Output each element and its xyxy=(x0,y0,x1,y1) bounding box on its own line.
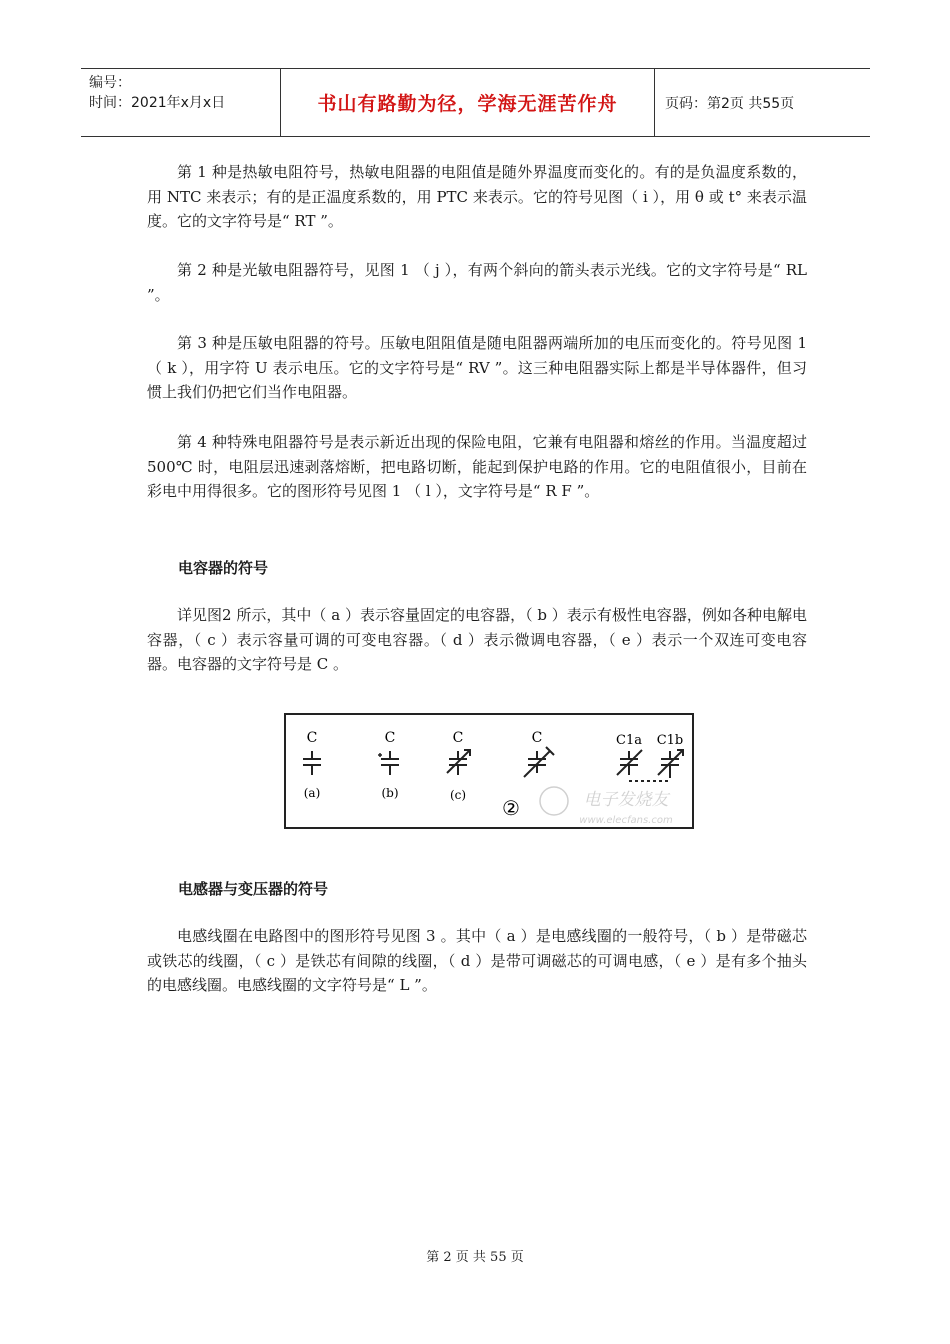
label-c-d: C xyxy=(531,730,543,746)
paragraph-thermistor: 第 1 种是热敏电阻符号，热敏电阻器的电阻值是随外界温度而变化的。有的是负温度系数的，用 NTC 来表示；有的是正温度系数的，用 PTC 来表示。它的符号见图（ i ），用 θ 或 t° 来表示温度。它的文字符号是“ RT ”。 xyxy=(147,163,807,230)
label-c1b: C1b xyxy=(656,733,684,748)
label-c-a: C xyxy=(306,730,318,746)
watermark-brand: 电子发烧友 xyxy=(583,790,669,810)
paragraph-capacitor: 详见图2 所示，其中（ a ）表示容量固定的电容器，（ b ）表示有极性电容器，例如各种电解电容器，（ c ）表示容量可调的可变电容器。（ d ）表示微调电容器，（ e ）表示一个双连可变电容器。电容器的文字符号是 C 。 xyxy=(147,606,807,673)
time-label: 时间：2021年x月x日 xyxy=(89,95,226,111)
paragraph-fuse-resistor: 第 4 种特殊电阻器符号是表示新近出现的保险电阻，它兼有电阻器和熔丝的作用。当温度超过 500℃ 时，电阻层迅速剥落熔断，把电路切断，能起到保护电路的作用。它的电阻值很小，目前在彩电中用得很多。它的图形符号见图 1 （ l ），文字符号是“ R F ”。 xyxy=(147,433,807,500)
page-footer xyxy=(0,1246,950,1265)
caption-a: (a) xyxy=(303,786,321,800)
paragraph-varistor: 第 3 种是压敏电阻器的符号。压敏电阻阻值是随电阻器两端所加的电压而变化的。符号见图 1 （ k ），用字符 U 表示电压。它的文字符号是“ RV ”。这三种电阻器实际上都是半导体器件，但习惯上我们仍把它们当作电阻器。 xyxy=(147,334,807,401)
paragraph-inductor: 电感线圈在电路图中的图形符号见图 3 。其中（ a ）是电感线圈的一般符号，（ b ）是带磁芯或铁芯的线圈，（ c ）是铁芯有间隙的线圈，（ d ）是带可调磁芯的可调电感，（ e ）是有多个抽头的电感线圈。电感线圈的文字符号是“ L ”。 xyxy=(147,927,807,994)
page-header xyxy=(81,68,870,137)
caption-b: (b) xyxy=(381,786,399,800)
motto-text: 书山有路勤为径，学海无涯苦作舟 xyxy=(317,93,618,115)
capacitor-symbols-svg xyxy=(284,713,694,829)
header-meta xyxy=(81,69,281,136)
header-page-info xyxy=(655,69,870,136)
watermark-url: www.elecfans.com xyxy=(579,815,673,826)
page-info-text: 页码：第2页 共55页 xyxy=(665,95,795,112)
label-c1a: C1a xyxy=(616,733,642,748)
label-c-c: C xyxy=(452,730,464,746)
figure-number: ② xyxy=(502,796,520,820)
number-label: 编号： xyxy=(89,75,131,91)
caption-c: (c) xyxy=(449,788,467,802)
footer-page-text: 第 2 页 共 55 页 xyxy=(426,1250,524,1265)
header-motto-cell xyxy=(281,69,655,136)
capacitor-symbols-figure xyxy=(284,713,694,829)
inductor-heading: 电感器与变压器的符号 xyxy=(178,880,329,898)
label-c-b: C xyxy=(384,730,396,746)
capacitor-heading: 电容器的符号 xyxy=(178,559,269,577)
paragraph-photoresistor: 第 2 种是光敏电阻器符号，见图 1 （ j ），有两个斜向的箭头表示光线。它的文字符号是“ RL ”。 xyxy=(147,261,807,304)
